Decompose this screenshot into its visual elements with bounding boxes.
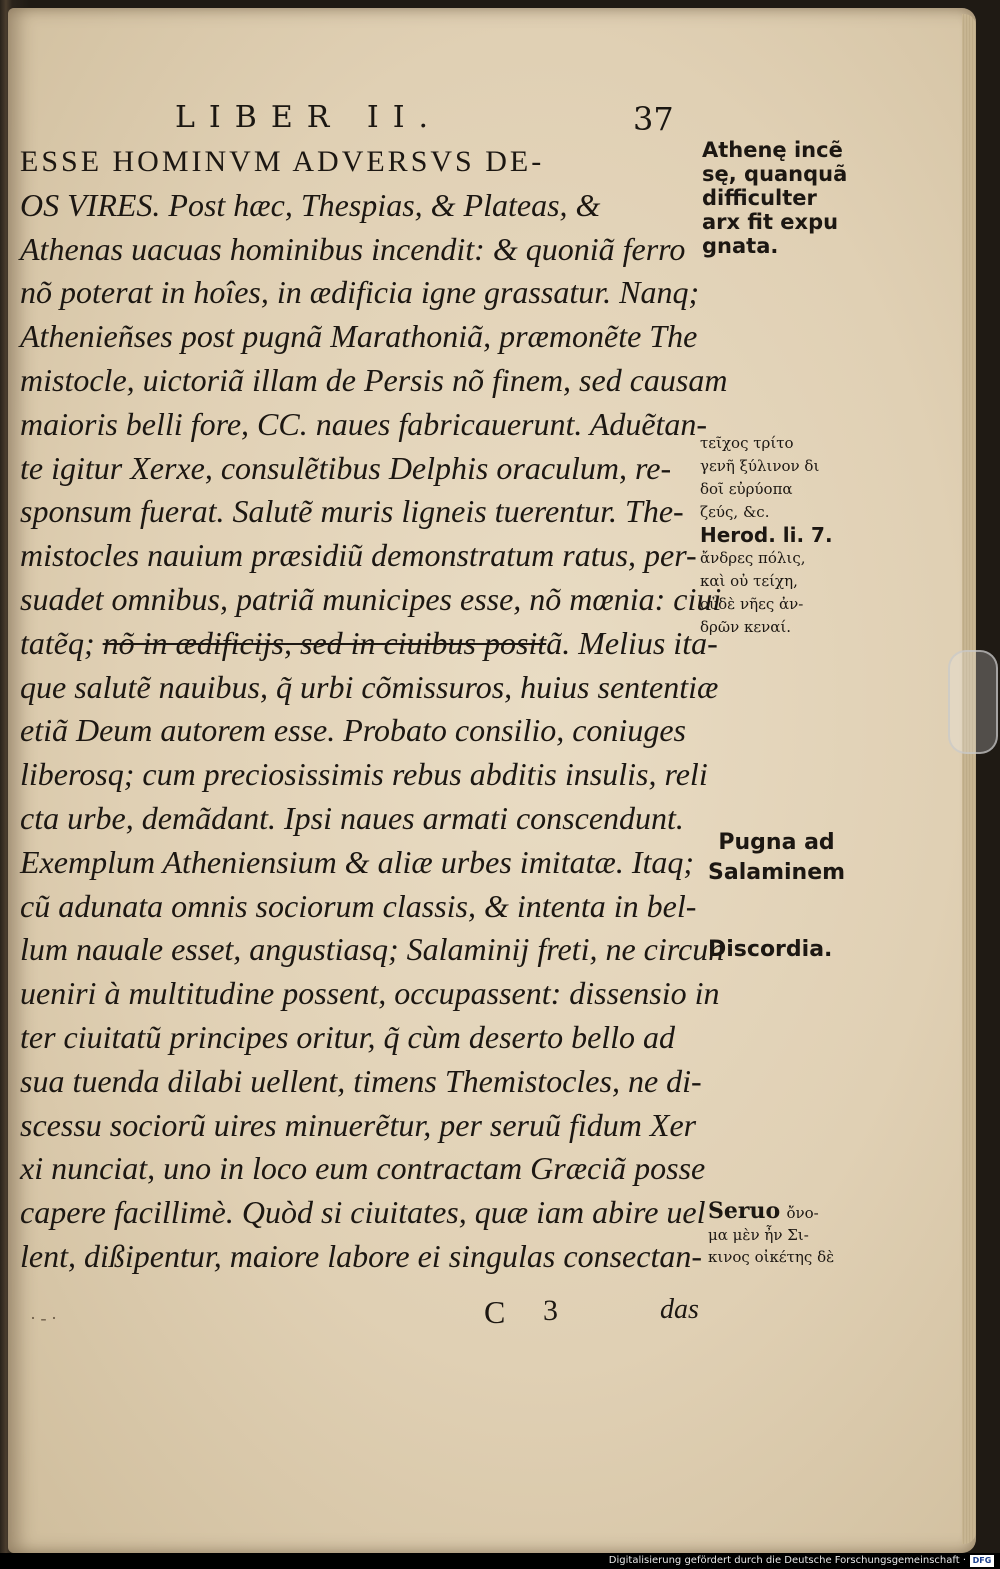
margin-line: Pugna ad: [718, 830, 835, 855]
margin-line: ζεύς, &c.: [700, 503, 770, 521]
margin-line: δρῶν κεναί.: [700, 618, 792, 636]
margin-line: κινος οἰκέτης δὲ: [708, 1248, 835, 1266]
marginal-note-athens: [702, 138, 847, 258]
text-line: mistocles nauium præsidiũ demonstratum ratus, per-: [20, 537, 697, 574]
margin-line: arx fit expu: [702, 210, 839, 234]
text-line: cũ adunata omnis sociorum classis, & intenta in bel-: [20, 887, 697, 924]
margin-line: γενῆ ξύλινον δι: [700, 457, 820, 475]
text-line: xi nunciat, uno in loco eum contractam Græciã posse: [20, 1150, 706, 1187]
text-line: etiã Deum autorem esse. Probato consilio, coniuges: [20, 712, 686, 749]
margin-line: ἄνδρες πόλις,: [700, 549, 806, 567]
text-line: suadet omnibus, patriã municipes esse, nõ mœnia: ciui: [20, 580, 722, 617]
margin-line: [708, 1200, 834, 1224]
text-line: lent, dißipentur, maiore labore ei singulas consectan-: [20, 1237, 702, 1274]
text-line: lum nauale esset, angustiasq; Salaminij freti, ne circun: [20, 931, 725, 968]
text-line: Athenas uacuas hominibus incendit: & quoniã ferro: [20, 230, 686, 267]
text-segment: tatẽq;: [20, 624, 95, 661]
margin-line: gnata.: [702, 234, 779, 258]
text-line: ter ciuitatũ principes oritur, q̃ cùm deserto bello ad: [20, 1018, 676, 1055]
page-edge: [962, 14, 976, 1544]
text-line: OS VIRES. Post hæc, Thespias, & Plateas, &: [20, 186, 601, 223]
text-line: sponsum fuerat. Salutẽ muris ligneis tuerentur. The-: [20, 493, 684, 530]
main-text-block: [20, 140, 728, 1279]
running-head: LIBER II.: [175, 100, 443, 135]
margin-line: καὶ οὐ τείχη,: [700, 572, 798, 590]
page-clip: [948, 650, 998, 754]
text-line: Exemplum Atheniensium & aliæ urbes imitatæ. Itaq;: [20, 843, 695, 880]
text-line: capere facillimè. Quòd si ciuitates, quæ iam abire uel: [20, 1194, 706, 1231]
margin-line: Discordia.: [708, 937, 833, 962]
struck-text: nõ in ædificijs, sed in ciuibus posit: [102, 624, 547, 661]
margin-line: difficulter: [702, 186, 817, 210]
text-line: liberosq; cum preciosissimis rebus abditis insulis, reli: [20, 756, 708, 793]
margin-line: τεῖχος τρίτο: [700, 434, 794, 452]
text-line: cta urbe, demãdant. Ipsi naues armati conscendunt.: [20, 799, 684, 836]
text-segment: ã. Melius ita-: [546, 624, 718, 661]
page-number: 37: [633, 100, 674, 138]
marginal-note-salamis: [708, 828, 845, 888]
margin-line: οὐδὲ νῆες ἀν-: [700, 595, 804, 613]
margin-line: sę, quanquã: [702, 162, 848, 186]
text-line: [20, 622, 718, 666]
text-line: Athenieñses post pugnã Marathoniã, præmonẽte The: [20, 318, 698, 355]
margin-line: μα μὲν ἦν Σι-: [708, 1226, 809, 1244]
text-line: mistocle, uictoriã illam de Persis nõ finem, sed causam: [20, 361, 728, 398]
catchword: das: [660, 1294, 699, 1325]
margin-line: Salaminem: [708, 860, 846, 885]
margin-greek: ὄνο-: [786, 1204, 819, 1222]
footer-credit: Digitalisierung gefördert durch die Deutsche Forschungsgemeinschaft ·: [608, 1555, 966, 1566]
marginal-note-greek-herodotus: [700, 432, 833, 639]
text-line: nõ poterat in hoîes, in ædificia igne grassatur. Nanq;: [20, 274, 700, 311]
margin-line: Athenę incẽ: [702, 138, 843, 162]
text-line: que salutẽ nauibus, q̃ urbi cõmissuros, huius sententiæ: [20, 668, 719, 705]
text-line: te igitur Xerxe, consulẽtibus Delphis oraculum, re-: [20, 449, 672, 486]
text-line: sua tuenda dilabi uellent, timens Themistocles, ne di-: [20, 1062, 702, 1099]
margin-word: Seruo: [708, 1198, 781, 1224]
text-line: scessu sociorũ uires minuerẽtur, per seruũ fidum Xer: [20, 1106, 697, 1143]
signature-mark: C: [484, 1294, 506, 1330]
text-line: ESSE HOMINVM ADVERSVS DE-: [20, 145, 545, 178]
text-line: ueniri à multitudine possent, occupassent: dissensio in: [20, 975, 720, 1012]
dfg-logo-icon: DFG: [970, 1555, 994, 1567]
text-line: maioris belli fore, CC. naues fabricauerunt. Aduẽtan-: [20, 405, 708, 442]
signature-number: 3: [543, 1294, 558, 1327]
marginal-note-seruo: [708, 1200, 834, 1268]
signature-dots: · - ·: [30, 1308, 57, 1328]
marginal-note-discordia: [708, 936, 832, 964]
margin-line: Herod. li. 7.: [700, 523, 833, 547]
margin-line: δοῖ εὐρύοπα: [700, 480, 793, 498]
